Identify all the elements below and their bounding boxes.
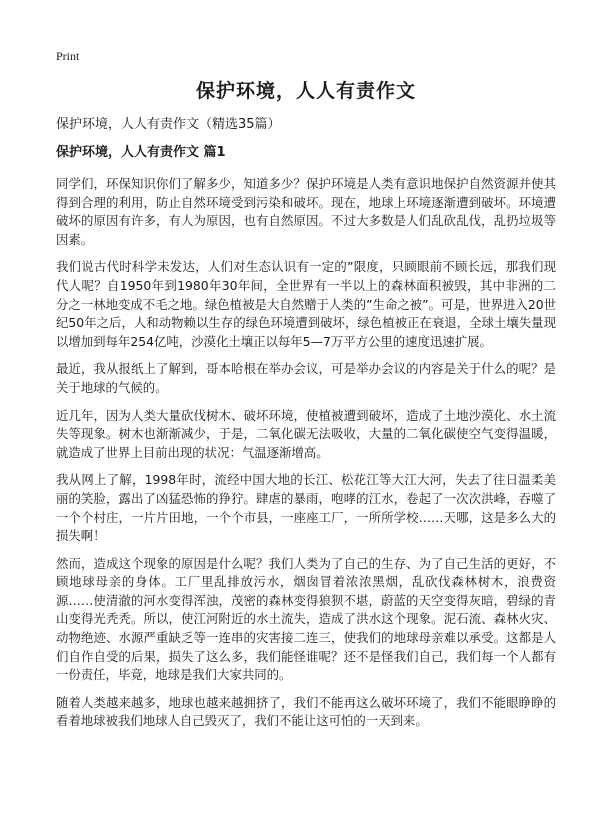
paragraph: 最近，我从报纸上了解到，哥本哈根在举办会议，可是举办会议的内容是关于什么的呢？是关于地球的气候的。 <box>56 361 556 395</box>
paragraph: 同学们，环保知识你们了解多少，知道多少？保护环境是人类有意识地保护自然资源并使其得到合理的利用，防止自然环境受到污染和破坏。现在，地球上环境逐渐遭到破坏。环境遭破坏的原因有许多，有人为原因，也有自然原因。不过大多数是人们乱砍乱伐，乱扔垃圾等因素。 <box>56 176 556 247</box>
page-title: 保护环境，人人有责作文 <box>195 80 416 102</box>
paragraph: 然而，造成这个现象的原因是什么呢？我们人类为了自己的生存、为了自己生活的更好，不顾地球母亲的身体。工厂里乱排放污水，烟囱冒着浓浓黑烟，乱砍伐森林树木，浪费资源……使清澈的河水变得浑浊，茂密的森林变得狼狈不堪，蔚蓝的天空变得灰暗，碧绿的青山变得光秃秃。所以，使江河附近的水土流失，造成了洪水这个现象。泥石流、森林火灾、动物绝迹、水源严重缺乏等一连串的灾害接二连三，使我们的地球母亲难以承受。这都是人们自作自受的后果，损失了这么多，我们能怪谁呢？还不是怪我们自己，我们每一个人都有一份责任，毕竟，地球是我们大家共同的。 <box>56 555 556 683</box>
print-link[interactable]: Print <box>56 49 80 63</box>
document-subtitle: 保护环境，人人有责作文（精选35篇） <box>56 117 281 132</box>
paragraph: 我从网上了解，1998年时，流经中国大地的长江、松花江等大江大河，失去了往日温柔美丽的笑脸，露出了凶猛恐怖的狰狞。肆虐的暴雨，咆哮的江水，卷起了一次次洪峰，吞噬了一个个村庄，一片片田地，一个个市县，一座座工厂，一所所学校……天哪，这是多么大的损失啊！ <box>56 472 556 544</box>
paragraph: 我们说古代时科学未发达，人们对生态认识有一定的”限度，只顾眼前不顾长远，那我们现代人呢？自1950年到1980年30年间，全世界有一半以上的森林面积被毁，其中非洲的二分之一林地变成不毛之地。绿色植被是大自然赠于人类的”生命之被”。可是，世界进入20世纪50年之后，人和动物赖以生存的绿色环境遭到破坏，绿色植被正在衰退，全球土壤失量现以增加到每年254亿吨，沙漠化土壤正以每年5—7万平方公里的速度迅速扩展。 <box>56 259 556 349</box>
section-heading: 保护环境，人人有责作文 篇1 <box>56 145 226 160</box>
paragraph: 随着人类越来越多，地球也越来越拥挤了，我们不能再这么破坏环境了，我们不能眼睁睁的看着地球被我们地球人自己毁灭了，我们不能让这可怕的一天到来。 <box>56 694 556 729</box>
paragraph: 近几年，因为人类大量砍伐树木、破坏环境，使植被遭到破坏，造成了土地沙漠化、水土流失等现象。树木也渐渐减少，于是，二氧化碳无法吸收，大量的二氧化碳使空气变得温暖，就造成了世界上目前出现的状况：气温逐渐增高。 <box>56 407 556 460</box>
